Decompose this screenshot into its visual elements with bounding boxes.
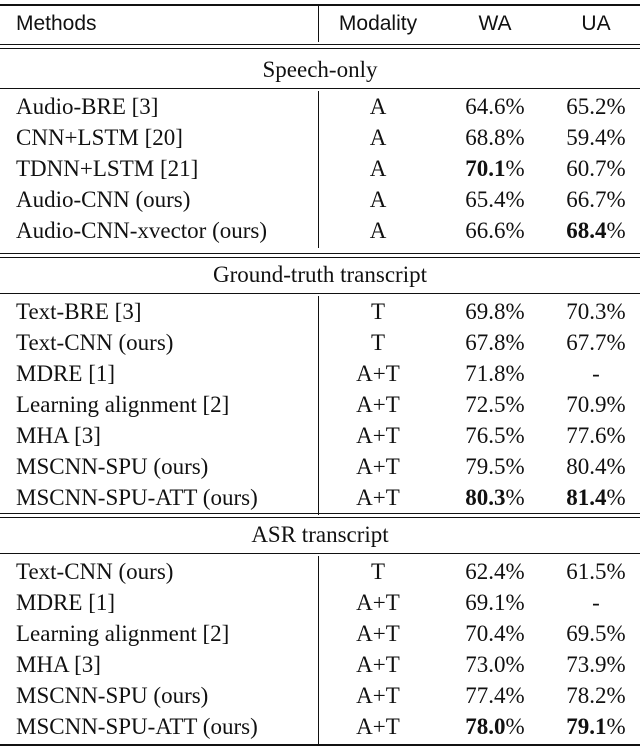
modality-cell: A+T [356, 423, 400, 448]
modality-cell: A+T [356, 485, 400, 510]
section-title: Speech-only [262, 57, 378, 82]
header-ua: UA [581, 12, 611, 35]
modality-cell: A+T [356, 714, 400, 739]
table-row [0, 122, 640, 153]
wa-cell: 80.3% [465, 485, 525, 510]
section-title: ASR transcript [251, 522, 389, 547]
table-row [0, 184, 640, 215]
bottom-rule [0, 744, 640, 746]
wa-cell: 68.8% [465, 125, 525, 150]
method-cell: TDNN+LSTM [21] [16, 156, 199, 181]
table-row [0, 296, 640, 327]
wa-cell: 64.6% [465, 94, 525, 119]
ua-cell: 73.9% [566, 652, 626, 677]
ua-cell: 69.5% [566, 621, 626, 646]
wa-cell: 79.5% [465, 454, 525, 479]
best-value: 80.3 [465, 485, 506, 510]
section-header-rule [0, 88, 640, 89]
best-value: 81.4 [566, 485, 607, 510]
method-cell: MDRE [1] [16, 590, 116, 615]
modality-cell: T [370, 559, 386, 584]
method-cell: MSCNN-SPU-ATT (ours) [16, 714, 258, 739]
section-title: Ground-truth transcript [213, 262, 427, 287]
table-row [0, 587, 640, 618]
wa-cell: 77.4% [465, 683, 525, 708]
best-value: 70.1 [465, 156, 506, 181]
header-row [0, 8, 640, 39]
modality-cell: A+T [356, 392, 400, 417]
ua-cell: 68.4% [566, 218, 626, 243]
method-cell: Audio-BRE [3] [16, 94, 159, 119]
method-cell: MSCNN-SPU (ours) [16, 683, 209, 708]
header-rule [0, 48, 640, 49]
ua-cell: 59.4% [566, 125, 626, 150]
method-cell: CNN+LSTM [20] [16, 125, 183, 150]
modality-cell: A [369, 218, 387, 243]
header-rule [0, 44, 640, 45]
ua-cell: - [592, 590, 600, 615]
table-row [0, 91, 640, 122]
wa-cell: 78.0% [465, 714, 525, 739]
ua-cell: 65.2% [566, 94, 626, 119]
section-rule [0, 517, 640, 518]
modality-cell: T [370, 299, 386, 324]
column-divider [318, 6, 319, 42]
wa-cell: 65.4% [465, 187, 525, 212]
top-rule [0, 4, 640, 6]
wa-cell: 66.6% [465, 218, 525, 243]
modality-cell: A+T [356, 683, 400, 708]
ua-cell: 67.7% [566, 330, 626, 355]
method-cell: MSCNN-SPU (ours) [16, 454, 209, 479]
modality-cell: A [369, 125, 387, 150]
modality-cell: A [369, 156, 387, 181]
table-row [0, 358, 640, 389]
method-cell: Audio-CNN (ours) [16, 187, 191, 212]
wa-cell: 71.8% [465, 361, 525, 386]
section-rule [0, 513, 640, 514]
ua-cell: 80.4% [566, 454, 626, 479]
wa-cell: 70.4% [465, 621, 525, 646]
method-cell: MHA [3] [16, 423, 101, 448]
table-row [0, 215, 640, 246]
header-wa: WA [478, 12, 512, 35]
method-cell: Learning alignment [2] [16, 392, 230, 417]
table-row [0, 451, 640, 482]
header-modality: Modality [338, 12, 418, 35]
method-cell: MDRE [1] [16, 361, 116, 386]
section-rule [0, 257, 640, 258]
table-row [0, 618, 640, 649]
section-header-rule [0, 553, 640, 554]
section-rule [0, 253, 640, 254]
wa-cell: 69.8% [465, 299, 525, 324]
modality-cell: T [370, 330, 386, 355]
ua-cell: 61.5% [566, 559, 626, 584]
table-row [0, 680, 640, 711]
method-cell: Text-CNN (ours) [16, 559, 174, 584]
ua-cell: 60.7% [566, 156, 626, 181]
modality-cell: A+T [356, 454, 400, 479]
modality-cell: A+T [356, 590, 400, 615]
modality-cell: A+T [356, 361, 400, 386]
method-cell: Learning alignment [2] [16, 621, 230, 646]
section-header-rule [0, 293, 640, 294]
table-row [0, 482, 640, 513]
table-row [0, 327, 640, 358]
ua-cell: 66.7% [566, 187, 626, 212]
modality-cell: A+T [356, 652, 400, 677]
method-cell: MHA [3] [16, 652, 101, 677]
wa-cell: 67.8% [465, 330, 525, 355]
ua-cell: 78.2% [566, 683, 626, 708]
wa-cell: 69.1% [465, 590, 525, 615]
wa-cell: 62.4% [465, 559, 525, 584]
table-row [0, 711, 640, 742]
table-row [0, 389, 640, 420]
ua-cell: 70.3% [566, 299, 626, 324]
best-value: 79.1 [566, 714, 607, 739]
best-value: 78.0 [465, 714, 506, 739]
ua-cell: 77.6% [566, 423, 626, 448]
method-cell: MSCNN-SPU-ATT (ours) [16, 485, 258, 510]
wa-cell: 76.5% [465, 423, 525, 448]
modality-cell: A [369, 187, 387, 212]
modality-cell: A [369, 94, 387, 119]
table-row [0, 420, 640, 451]
method-cell: Audio-CNN-xvector (ours) [16, 218, 268, 243]
wa-cell: 70.1% [465, 156, 525, 181]
table-row [0, 153, 640, 184]
ua-cell: 70.9% [566, 392, 626, 417]
table-row [0, 556, 640, 587]
method-cell: Text-CNN (ours) [16, 330, 174, 355]
ua-cell: 81.4% [566, 485, 626, 510]
header-methods: Methods [16, 12, 97, 35]
table-row [0, 649, 640, 680]
ua-cell: 79.1% [566, 714, 626, 739]
ua-cell: - [592, 361, 600, 386]
wa-cell: 72.5% [465, 392, 525, 417]
wa-cell: 73.0% [465, 652, 525, 677]
method-cell: Text-BRE [3] [16, 299, 142, 324]
modality-cell: A+T [356, 621, 400, 646]
best-value: 68.4 [566, 218, 607, 243]
